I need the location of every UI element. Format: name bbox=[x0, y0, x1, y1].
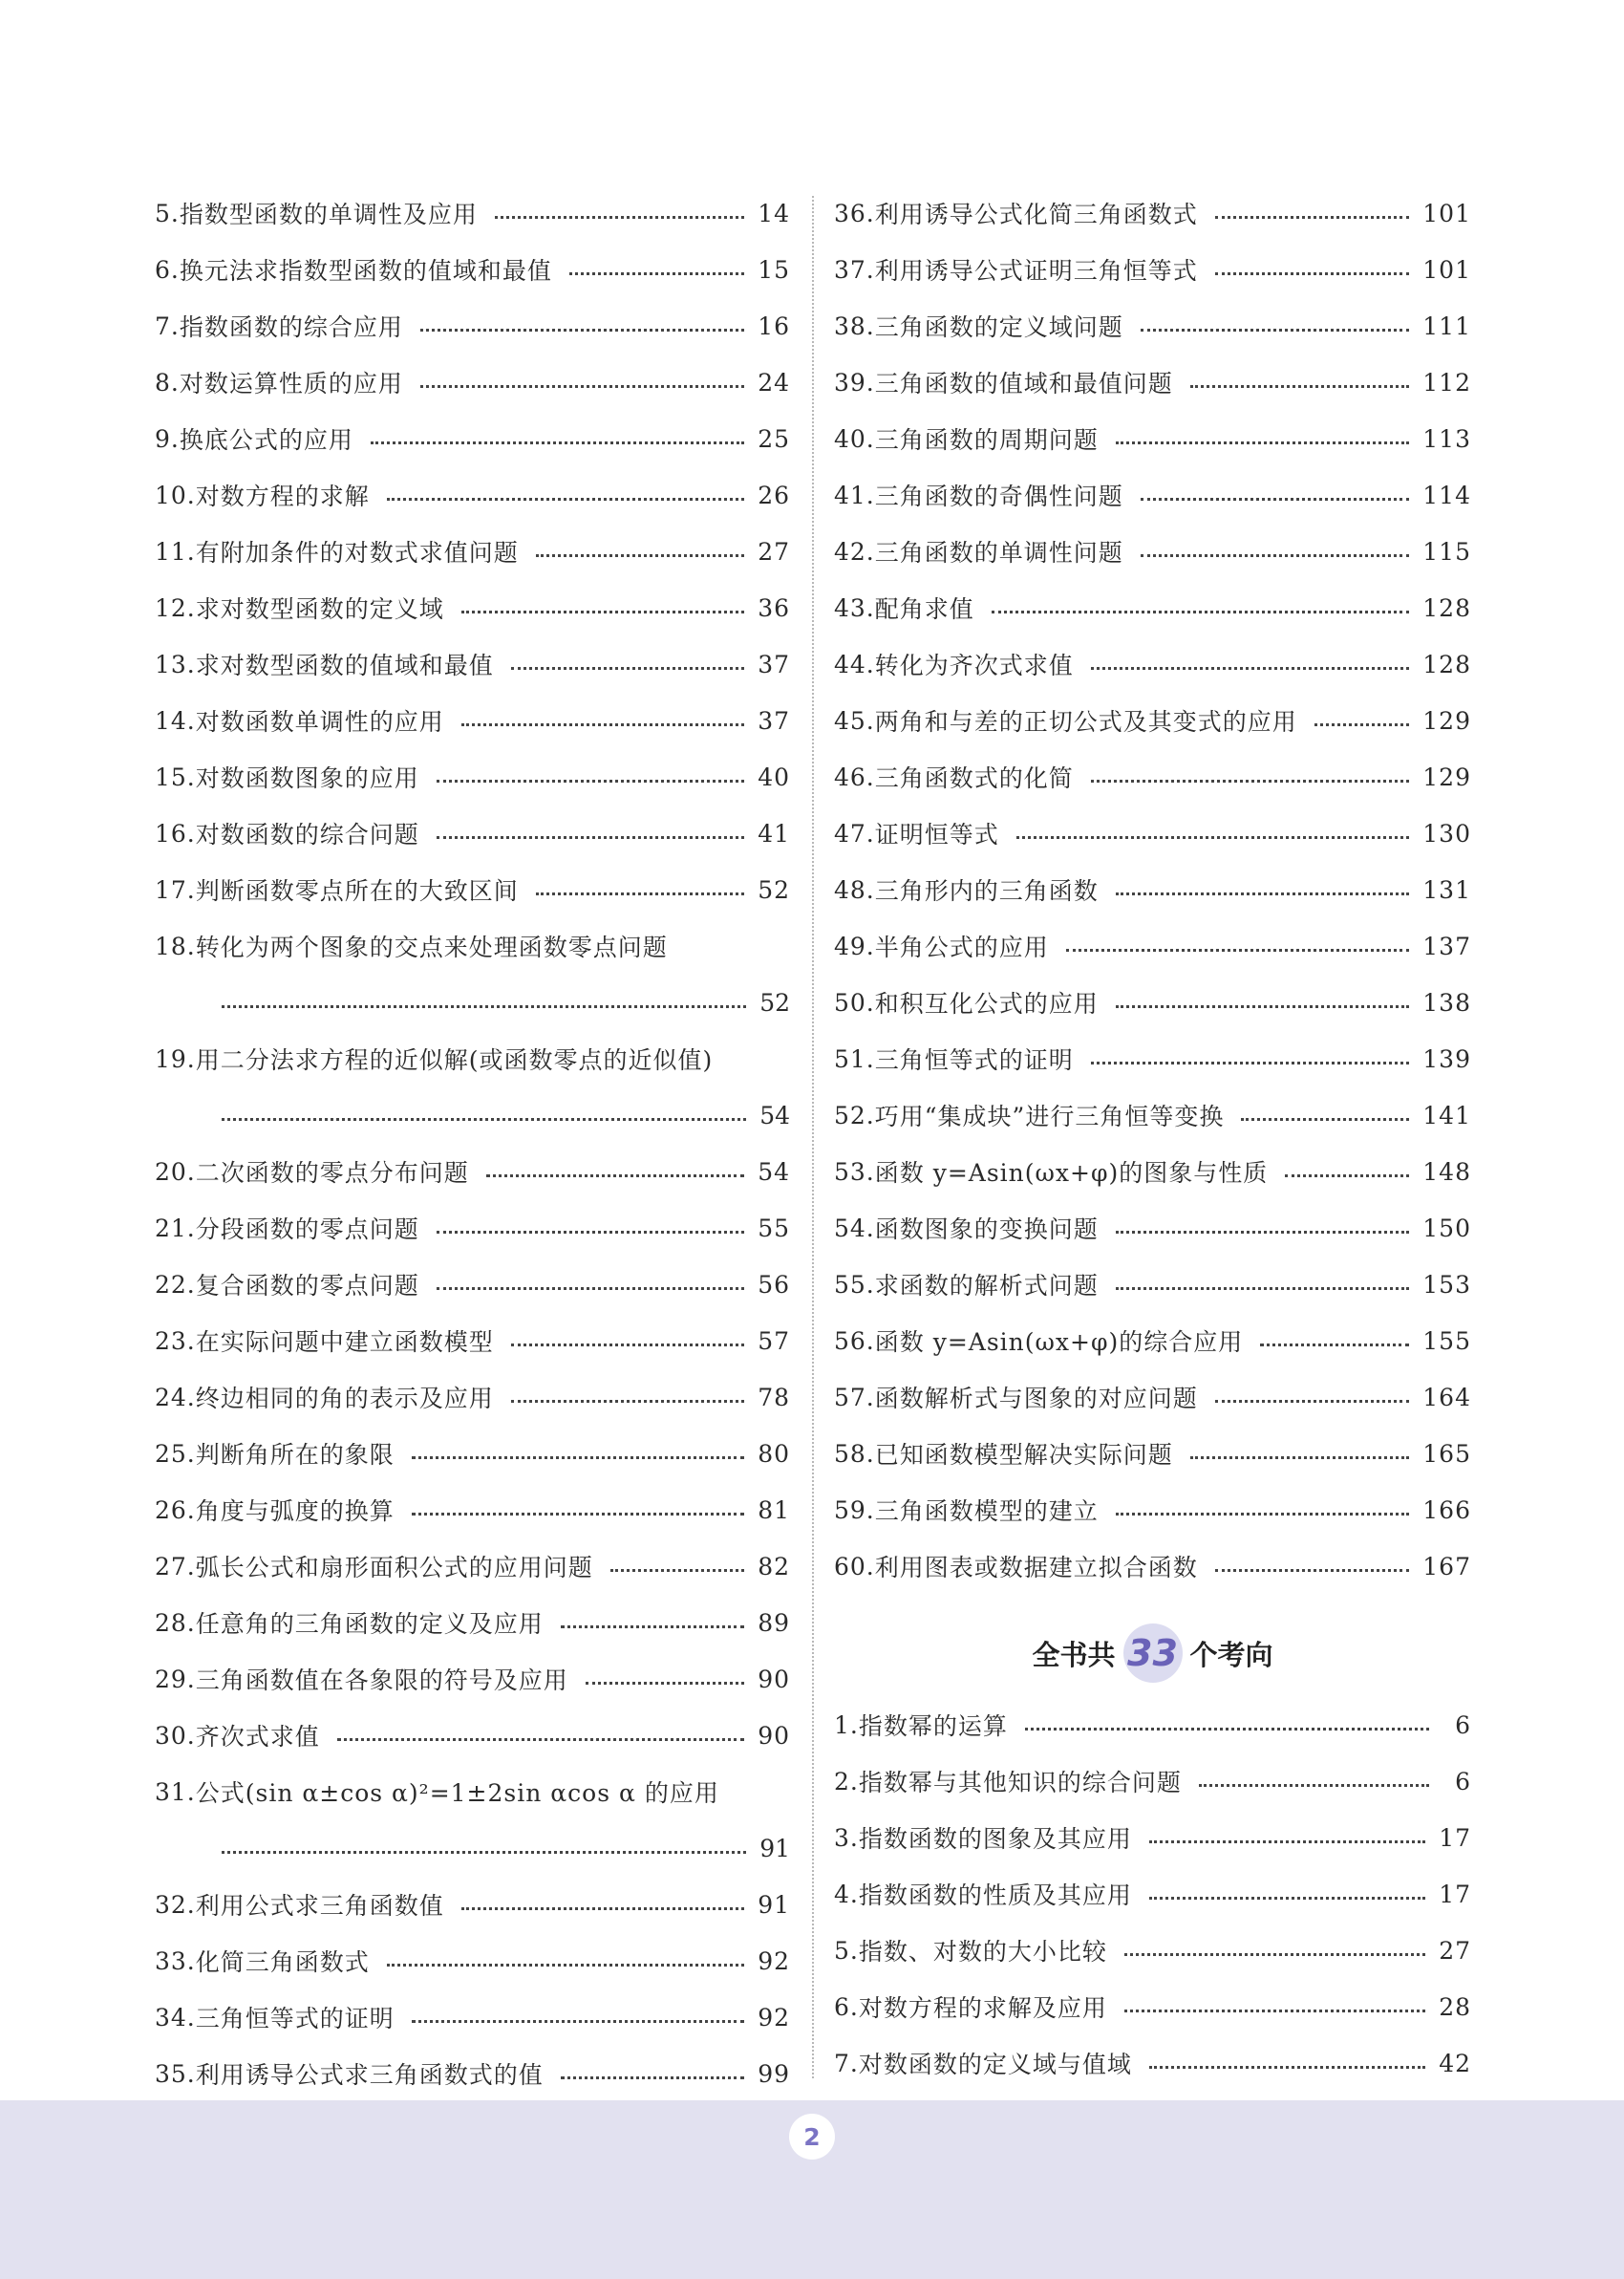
toc-entry[interactable]: 46. 三角函数式的化简 129 bbox=[834, 763, 1471, 792]
toc-entry[interactable]: 32. 利用公式求三角函数值 91 bbox=[155, 1890, 790, 1920]
section-heading bbox=[834, 1623, 1471, 1684]
toc-entry[interactable]: 12. 求对数型函数的定义域 36 bbox=[155, 593, 790, 623]
toc-entry[interactable]: 36. 利用诱导公式化简三角函数式 101 bbox=[834, 199, 1471, 228]
toc-entry[interactable]: 40. 三角函数的周期问题 113 bbox=[834, 424, 1471, 454]
toc-entry[interactable]: 41. 三角函数的奇偶性问题 114 bbox=[834, 481, 1471, 510]
toc-entry[interactable]: 7. 对数函数的定义域与值域 42 bbox=[834, 2049, 1471, 2078]
toc-entry[interactable]: 16. 对数函数的综合问题 41 bbox=[155, 819, 790, 849]
toc-entry[interactable]: 48. 三角形内的三角函数 131 bbox=[834, 875, 1471, 905]
toc-entry[interactable]: 60. 利用图表或数据建立拟合函数 167 bbox=[834, 1552, 1471, 1581]
toc-entry[interactable]: 38. 三角函数的定义域问题 111 bbox=[834, 312, 1471, 341]
toc-entry[interactable]: 8. 对数运算性质的应用 24 bbox=[155, 368, 790, 398]
toc-entry-continuation[interactable]: 54 bbox=[222, 1093, 790, 1137]
toc-entry[interactable]: 44. 转化为齐次式求值 128 bbox=[834, 650, 1471, 679]
toc-entry[interactable]: 31. 公式(sin α±cos α)²=1±2sin αcos α 的应用 bbox=[155, 1777, 719, 1807]
toc-entry[interactable]: 47. 证明恒等式 130 bbox=[834, 819, 1471, 849]
toc-entry[interactable]: 6. 对数方程的求解及应用 28 bbox=[834, 1992, 1471, 2022]
toc-entry[interactable]: 56. 函数 y=Asin(ωx+φ)的综合应用 155 bbox=[834, 1326, 1471, 1356]
toc-entry[interactable]: 4. 指数函数的性质及其应用 17 bbox=[834, 1880, 1471, 1909]
toc-entry[interactable]: 17. 判断函数零点所在的大致区间 52 bbox=[155, 875, 790, 905]
toc-entry[interactable]: 10. 对数方程的求解 26 bbox=[155, 481, 790, 510]
toc-entry[interactable]: 13. 求对数型函数的值域和最值 37 bbox=[155, 650, 790, 679]
toc-entry[interactable]: 49. 半角公式的应用 137 bbox=[834, 932, 1471, 961]
toc-entry[interactable]: 39. 三角函数的值域和最值问题 112 bbox=[834, 368, 1471, 398]
toc-entry[interactable]: 30. 齐次式求值 90 bbox=[155, 1721, 790, 1751]
toc-entry[interactable]: 58. 已知函数模型解决实际问题 165 bbox=[834, 1439, 1471, 1469]
toc-entry[interactable]: 34. 三角恒等式的证明 92 bbox=[155, 2003, 790, 2032]
toc-entry[interactable]: 29. 三角函数值在各象限的符号及应用 90 bbox=[155, 1665, 790, 1694]
toc-entry[interactable]: 2. 指数幂与其他知识的综合问题 6 bbox=[834, 1767, 1471, 1796]
section-heading-prefix: 全书共 bbox=[1032, 1638, 1116, 1671]
toc-entry[interactable]: 23. 在实际问题中建立函数模型 57 bbox=[155, 1326, 790, 1356]
toc-entry-continuation[interactable]: 91 bbox=[222, 1826, 790, 1870]
page-number: 2 bbox=[789, 2114, 835, 2160]
toc-entry[interactable]: 21. 分段函数的零点问题 55 bbox=[155, 1214, 790, 1243]
toc-entry[interactable]: 7. 指数函数的综合应用 16 bbox=[155, 312, 790, 341]
toc-entry[interactable]: 37. 利用诱导公式证明三角恒等式 101 bbox=[834, 255, 1471, 285]
toc-entry[interactable]: 26. 角度与弧度的换算 81 bbox=[155, 1495, 790, 1525]
toc-entry[interactable]: 5. 指数型函数的单调性及应用 14 bbox=[155, 199, 790, 228]
toc-entry[interactable]: 25. 判断角所在的象限 80 bbox=[155, 1439, 790, 1469]
toc-entry-continuation[interactable]: 52 bbox=[222, 980, 790, 1024]
toc-entry[interactable]: 28. 任意角的三角函数的定义及应用 89 bbox=[155, 1608, 790, 1638]
count-badge: 33 bbox=[1123, 1623, 1183, 1683]
toc-entry[interactable]: 53. 函数 y=Asin(ωx+φ)的图象与性质 148 bbox=[834, 1157, 1471, 1187]
toc-entry[interactable]: 20. 二次函数的零点分布问题 54 bbox=[155, 1157, 790, 1187]
toc-entry[interactable]: 14. 对数函数单调性的应用 37 bbox=[155, 706, 790, 736]
toc-entry[interactable]: 33. 化简三角函数式 92 bbox=[155, 1946, 790, 1976]
toc-entry[interactable]: 3. 指数函数的图象及其应用 17 bbox=[834, 1823, 1471, 1853]
toc-entry[interactable]: 15. 对数函数图象的应用 40 bbox=[155, 763, 790, 792]
toc-entry[interactable]: 27. 弧长公式和扇形面积公式的应用问题 82 bbox=[155, 1552, 790, 1581]
toc-entry[interactable]: 54. 函数图象的变换问题 150 bbox=[834, 1214, 1471, 1243]
toc-entry[interactable]: 59. 三角函数模型的建立 166 bbox=[834, 1495, 1471, 1525]
toc-entry[interactable]: 24. 终边相同的角的表示及应用 78 bbox=[155, 1383, 790, 1412]
toc-entry[interactable]: 19. 用二分法求方程的近似解(或函数零点的近似值) bbox=[155, 1044, 714, 1074]
toc-entry[interactable]: 1. 指数幂的运算 6 bbox=[834, 1710, 1471, 1740]
toc-entry[interactable]: 50. 和积互化公式的应用 138 bbox=[834, 988, 1471, 1018]
toc-entry[interactable]: 51. 三角恒等式的证明 139 bbox=[834, 1044, 1471, 1074]
toc-entry[interactable]: 52. 巧用“集成块”进行三角恒等变换 141 bbox=[834, 1101, 1471, 1130]
column-divider bbox=[812, 196, 814, 2078]
toc-entry[interactable]: 42. 三角函数的单调性问题 115 bbox=[834, 537, 1471, 567]
toc-entry[interactable]: 9. 换底公式的应用 25 bbox=[155, 424, 790, 454]
toc-entry[interactable]: 5. 指数、对数的大小比较 27 bbox=[834, 1936, 1471, 1966]
toc-entry[interactable]: 57. 函数解析式与图象的对应问题 164 bbox=[834, 1383, 1471, 1412]
toc-entry[interactable]: 55. 求函数的解析式问题 153 bbox=[834, 1270, 1471, 1300]
toc-entry[interactable]: 45. 两角和与差的正切公式及其变式的应用 129 bbox=[834, 706, 1471, 736]
toc-entry[interactable]: 6. 换元法求指数型函数的值域和最值 15 bbox=[155, 255, 790, 285]
toc-entry[interactable]: 35. 利用诱导公式求三角函数式的值 99 bbox=[155, 2059, 790, 2089]
section-heading-suffix: 个考向 bbox=[1189, 1638, 1273, 1671]
toc-entry[interactable]: 43. 配角求值 128 bbox=[834, 593, 1471, 623]
toc-entry[interactable]: 11. 有附加条件的对数式求值问题 27 bbox=[155, 537, 790, 567]
toc-entry[interactable]: 22. 复合函数的零点问题 56 bbox=[155, 1270, 790, 1300]
toc-entry[interactable]: 18. 转化为两个图象的交点来处理函数零点问题 bbox=[155, 932, 668, 961]
